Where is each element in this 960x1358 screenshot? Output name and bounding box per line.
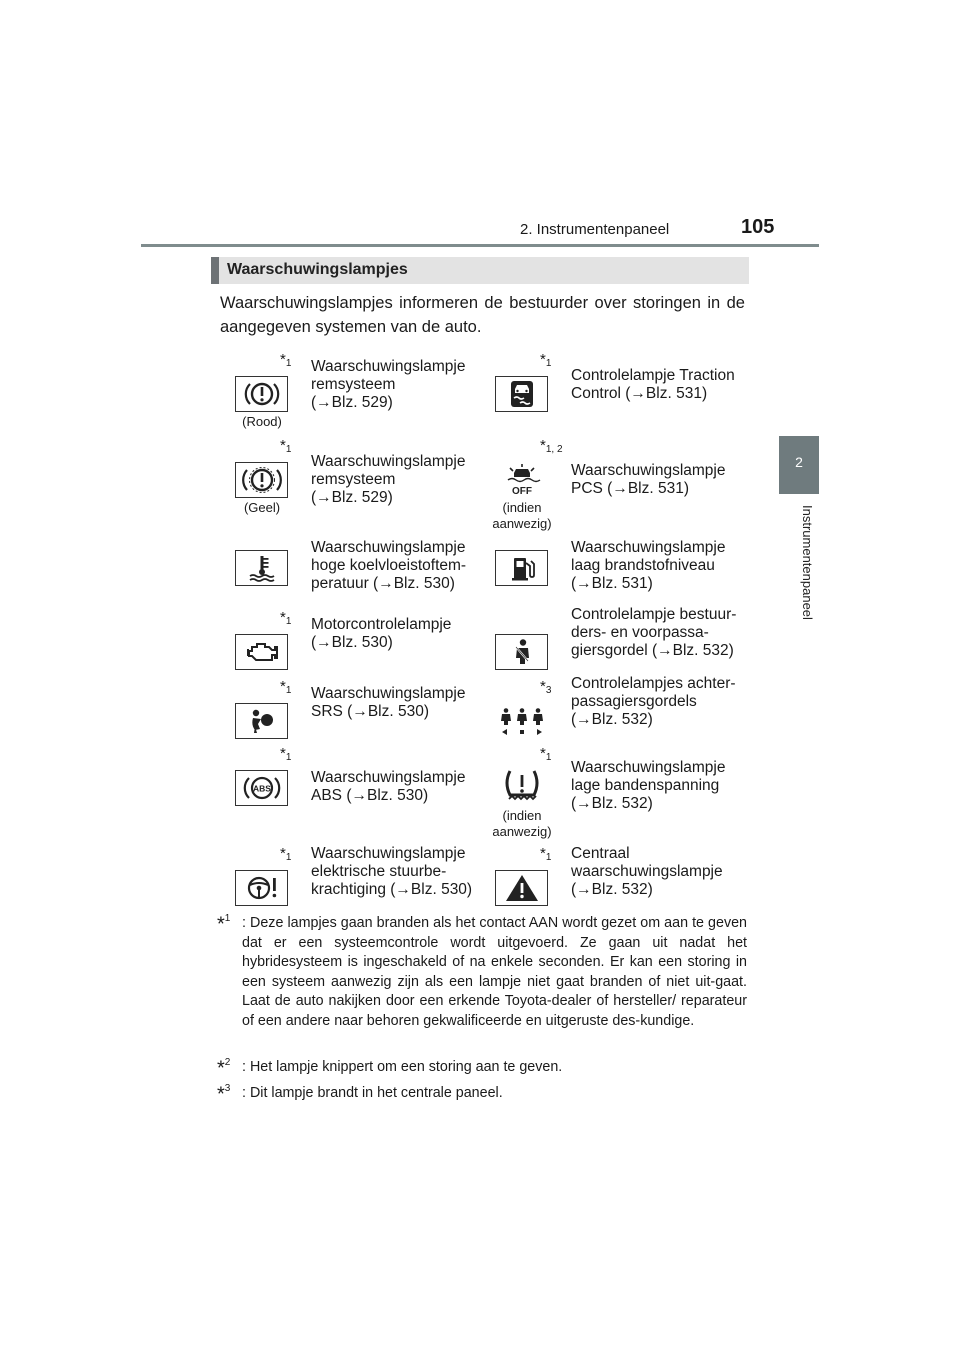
note-marker: $*_1$ [280,351,292,369]
chapter-tab[interactable] [779,436,819,494]
intro-paragraph: Waarschuwingslampjes informeren de bestuurder over storingen in de aangegeven systemen van de auto. [220,294,745,336]
power-steering-icon [235,870,288,906]
footnote-marker: *$^3$ [217,1083,231,1106]
lamp-caption: (indien aanwezig) [492,500,552,531]
lamp-caption: (Geel) [243,500,281,515]
lamp-description: Waarschuwingslampje remsysteem (→Blz. 529) [311,453,466,506]
parking-brake-icon [235,462,288,498]
lamp-description: Waarschuwingslampje lage bandenspanning (→Blz. 532) [571,759,726,812]
note-marker: $*_1$ [540,745,552,763]
svg-text:OFF: OFF [511,486,532,497]
lamp-description: Controlelampjes achter- passagiersgordels (→Blz. 532) [571,675,736,728]
chapter-title: 2. Instrumentenpaneel [520,221,670,238]
footnote-text: : Dit lampje brandt in het centrale paneel. [242,1085,503,1101]
note-marker: $*_1$ [280,437,292,455]
chapter-tab-label: Instrumentenpaneel [800,505,815,620]
lamp-description: Waarschuwingslampje laag brandstofniveau (→Blz. 531) [571,539,726,592]
header-rule [141,244,819,247]
engine-icon [235,634,288,670]
tire-pressure-icon [495,764,548,806]
lamp-description: Waarschuwingslampje SRS (→Blz. 530) [311,685,466,720]
lamp-caption: (indien aanwezig) [492,808,552,839]
lamp-description: Waarschuwingslampje ABS (→Blz. 530) [311,769,466,804]
footnote-marker: *$^1$ [217,913,231,936]
lamp-description: Waarschuwingslampje remsysteem (→Blz. 529) [311,358,466,411]
note-marker: $*_1$ [540,351,552,369]
footnote-marker: *$^2$ [217,1057,231,1080]
footnote-2 [217,1058,747,1078]
section-title: Waarschuwingslampjes [227,261,408,278]
seatbelt-icon [495,634,548,670]
note-marker: $*_3$ [540,678,552,696]
note-marker: $*_{1, 2}$ [540,437,563,455]
lamp-description: Centraal waarschuwingslampje (→Blz. 532) [571,845,723,898]
lamp-cell-5 [490,522,748,612]
master-warning-icon [495,870,548,906]
page-number: 105 [741,216,775,238]
lamp-description: Motorcontrolelampje (→Blz. 530) [311,616,452,651]
fuel-pump-icon [495,550,548,586]
lamp-cell-1 [490,348,748,438]
note-marker: $*_1$ [280,745,292,763]
brake-warning-icon [235,376,288,412]
note-marker: $*_1$ [280,678,292,696]
lamp-description: Controlelampje Traction Control (→Blz. 531) [571,367,735,402]
footnote-text: : Deze lampjes gaan branden als het contact AAN wordt gezet om aan te geven dat er een systeemcontrole wordt uitgevoerd. Ze gaan uit nadat het hybridesysteem is ingeschakeld of na enkele seconden. Er kan een storing in een systeem aanwezig zijn als een lampje niet gaat branden of niet uit-gaat. Laat de auto nakijken door een erkende Toyota-dealer of hersteller/ reparateur of een andere naar behoren gekwalificeerde en uitgeruste des-kundige. [242,915,747,1029]
airbag-icon [235,703,288,739]
lamp-cell-3 [490,434,748,531]
lamp-description: Waarschuwingslampje PCS (→Blz. 531) [571,462,726,497]
note-marker: $*_1$ [280,609,292,627]
lamp-cell-10 [230,742,488,832]
note-marker: $*_1$ [280,845,292,863]
pcs-off-icon [495,462,548,498]
lamp-description: Waarschuwingslampje elektrische stuurbe- krachtiging (→Blz. 530) [311,845,473,898]
rear-seatbelts-icon [495,703,548,739]
lamp-cell-11 [490,742,748,839]
lamp-cell-2 [230,434,488,524]
section-heading-bar [211,257,219,284]
chapter-tab-number: 2 [795,454,803,470]
footnote-1 [217,914,747,1032]
lamp-cell-4 [230,522,488,612]
svg-text:ABS: ABS [252,783,271,794]
section-heading [211,257,749,284]
note-marker: $*_1$ [540,845,552,863]
lamp-caption: (Rood) [242,414,282,429]
abs-icon [235,770,288,806]
lamp-description: Waarschuwingslampje hoge koelvloeistoftem- peratuur (→Blz. 530) [311,539,467,592]
traction-control-icon [495,376,548,412]
lamp-cell-0 [230,348,488,438]
lamp-description: Controlelampje bestuur- ders- en voorpassa- giersgordel (→Blz. 532) [571,606,737,659]
footnote-3 [217,1084,747,1104]
coolant-temperature-icon [235,550,288,586]
footnote-text: : Het lampje knippert om een storing aan te geven. [242,1059,563,1075]
